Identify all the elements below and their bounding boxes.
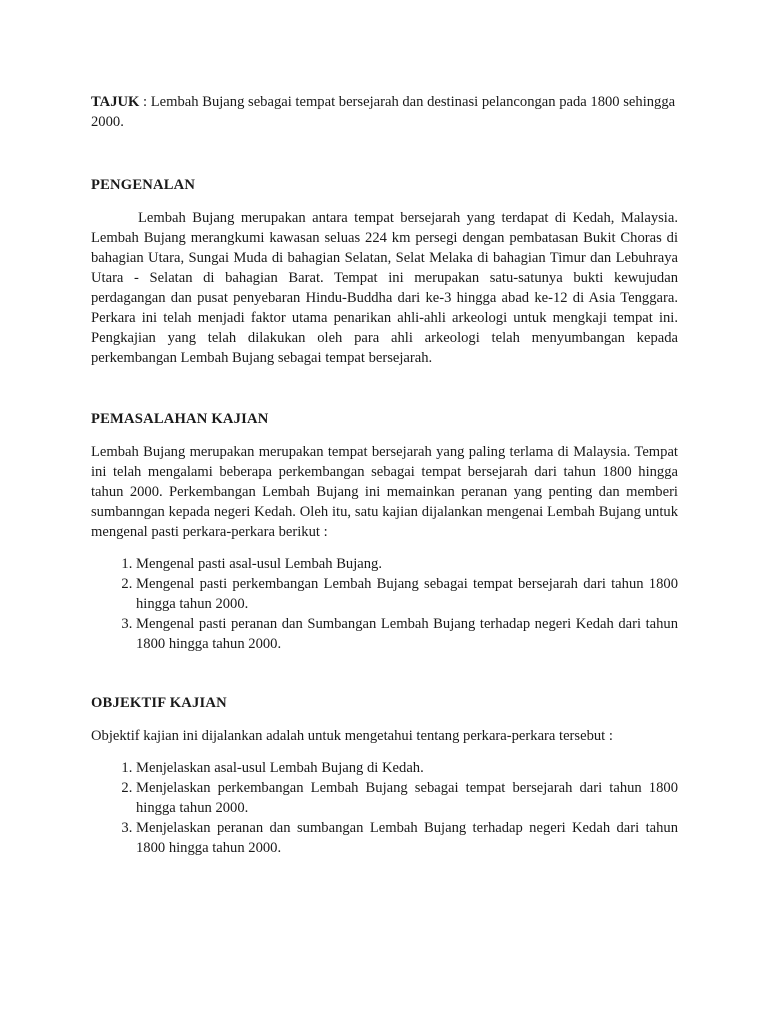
title-text: : Lembah Bujang sebagai tempat bersejarah dan destinasi pelancongan pada 1800 sehingga 2000. — [91, 94, 676, 130]
list-item: 1. Mengenal pasti asal-usul Lembah Bujang. — [136, 554, 678, 574]
list-item: 3. Mengenal pasti peranan dan Sumbangan Lembah Bujang terhadap negeri Kedah dari tahun 1800 hingga tahun 2000. — [136, 614, 678, 654]
section-heading-objektif: OBJEKTIF KAJIAN — [91, 695, 227, 711]
pengenalan-paragraph: Lembah Bujang merupakan antara tempat bersejarah yang terdapat di Kedah, Malaysia. Lembah Bujang merangkumi kawasan seluas 224 km persegi dengan pembatasan Bukit Choras di bahagian Utara, Sungai Muda di bahagian Selatan, Selat Melaka di bahagian Timur dan Lebuhraya Utara - Selatan di bahagian Barat. Tempat ini merupakan satu-satunya bukti kewujudan perdagangan dan pusat penyebaran Hindu-Buddha dari ke-3 hingga abad ke-12 di Asia Tenggara. Perkara ini telah menjadi faktor utama penarikan ahli-ahli arkeologi untuk mengkaji tempat ini. Pengkajian yang telah dilakukan oleh para ahli arkeologi telah menyumbangan kepada perkembangan Lembah Bujang sebagai tempat bersejarah. — [91, 210, 678, 366]
pemasalahan-list — [91, 554, 678, 654]
list-item: 2. Menjelaskan perkembangan Lembah Bujang sebagai tempat bersejarah dari tahun 1800 hingga tahun 2000. — [136, 778, 678, 818]
title-label: TAJUK — [91, 94, 140, 110]
objektif-list — [91, 758, 678, 858]
section-heading-pemasalahan: PEMASALAHAN KAJIAN — [91, 411, 269, 427]
section-heading-pengenalan: PENGENALAN — [91, 177, 196, 193]
list-item: 2. Mengenal pasti perkembangan Lembah Bujang sebagai tempat bersejarah dari tahun 1800 hingga tahun 2000. — [136, 574, 678, 614]
list-item: 3. Menjelaskan peranan dan sumbangan Lembah Bujang terhadap negeri Kedah dari tahun 1800 hingga tahun 2000. — [136, 818, 678, 858]
pemasalahan-paragraph: Lembah Bujang merupakan merupakan tempat bersejarah yang paling terlama di Malaysia. Tempat ini telah mengalami beberapa perkembangan sebagai tempat bersejarah dari tahun 1800 hingga tahun 2000. Perkembangan Lembah Bujang ini memainkan peranan yang penting dan memberi sumbanngan kepada negeri Kedah. Oleh itu, satu kajian dijalankan mengenai Lembah Bujang untuk mengenal pasti perkara-perkara berikut : — [91, 444, 678, 540]
objektif-paragraph: Objektif kajian ini dijalankan adalah untuk mengetahui tentang perkara-perkara tersebut : — [91, 728, 613, 744]
list-item: 1. Menjelaskan asal-usul Lembah Bujang di Kedah. — [136, 758, 678, 778]
title-line — [91, 92, 678, 132]
